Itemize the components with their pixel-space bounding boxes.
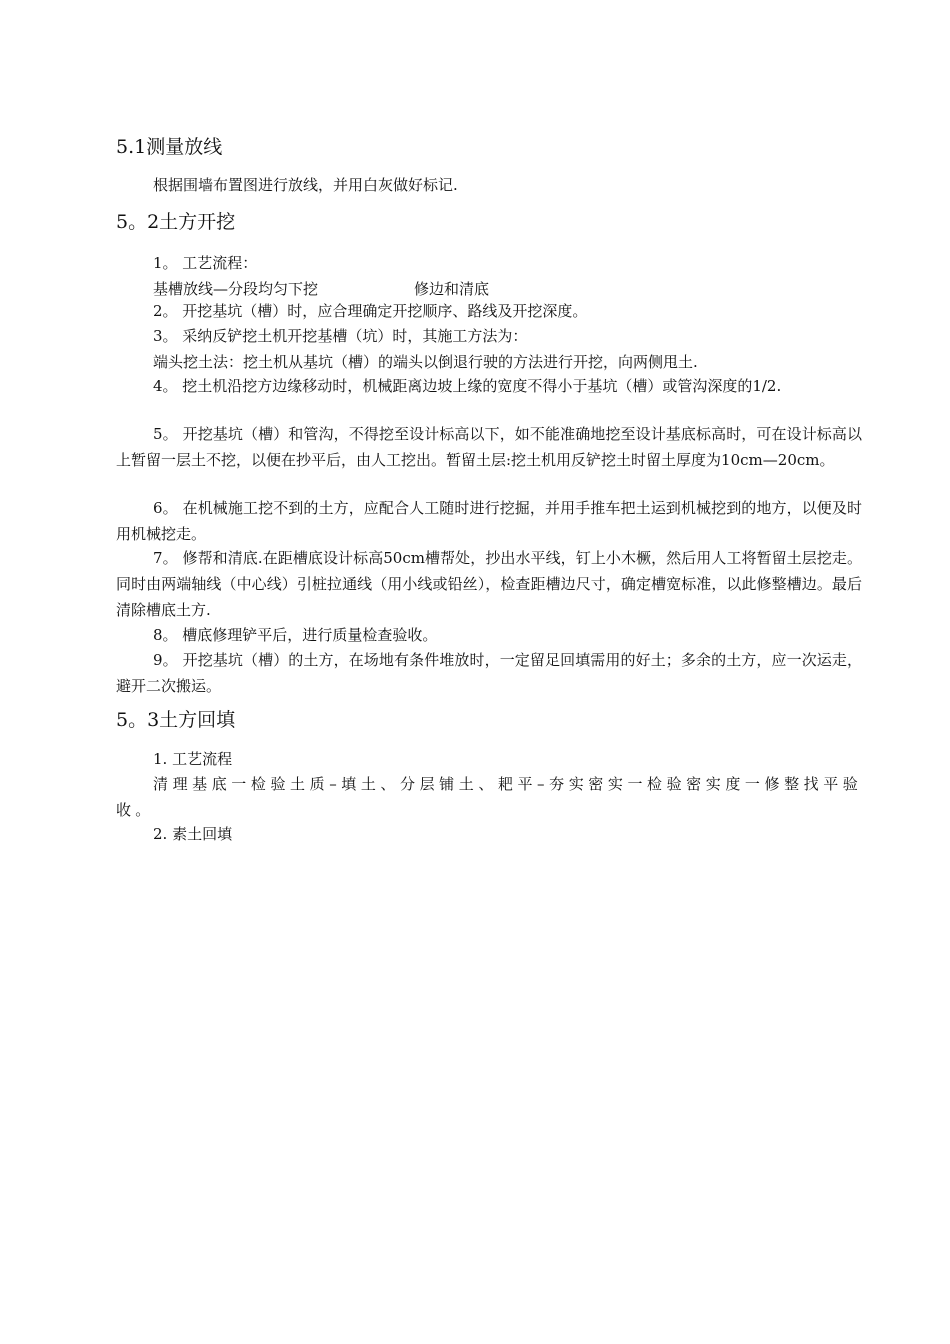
- backfill-item-1: 1. 工艺流程: [153, 750, 233, 768]
- section-heading-5-2: 5。2土方开挖: [116, 211, 236, 233]
- item-6: 6。 在机械施工挖不到的土方，应配合人工随时进行挖掘，并用手推车把土运到机械挖到的地方，以便及时用机械挖走。: [116, 499, 862, 543]
- backfill-item-2: 2. 素土回填: [153, 825, 233, 843]
- item-1-process: 1。 工艺流程：: [153, 254, 258, 272]
- item-5: 5。 开挖基坑（槽）和管沟，不得挖至设计标高以下，如不能准确地挖至设计基底标高时，可在设计标高以上暂留一层土不挖，以便在抄平后，由人工挖出。暂留土层:挖土机用反铲挖土时留土厚度为10cm—20cm。: [116, 425, 862, 469]
- item-3: 3。 采纳反铲挖土机开挖基槽（坑）时，其施工方法为：: [153, 327, 528, 345]
- item-9: 9。 开挖基坑（槽）的土方，在场地有条件堆放时，一定留足回填需用的好土；多余的土方，应一次运走，避开二次搬运。: [116, 651, 862, 695]
- item-8: 8。 槽底修理铲平后，进行质量检查验收。: [153, 626, 438, 644]
- backfill-flow: 清理基底一检验土质–填土、分层铺土、耙平–夯实密实一检验密实度一修整找平验收。: [116, 775, 862, 819]
- item-7: 7。 修帮和清底.在距槽底设计标高50cm槽帮处，抄出水平线，钉上小木橛，然后用人工将暂留土层挖走。同时由两端轴线（中心线）引桩拉通线（用小线或铅丝），检查距槽边尺寸，确定槽宽标准，以此修整槽边。最后清除槽底土方.: [116, 549, 862, 619]
- flow-left-text: 基槽放线—分段均匀下挖: [153, 280, 319, 298]
- paragraph-stakeout: 根据围墙布置图进行放线，并用白灰做好标记.: [153, 176, 458, 194]
- item-4: 4。 挖土机沿挖方边缘移动时，机械距离边坡上缘的宽度不得小于基坑（槽）或管沟深度的1/2.: [153, 377, 782, 395]
- section-heading-5-3: 5。3土方回填: [116, 709, 236, 731]
- item-2: 2。 开挖基坑（槽）时，应合理确定开挖顺序、路线及开挖深度。: [153, 302, 588, 320]
- section-heading-5-1: 5.1测量放线: [116, 136, 223, 158]
- flow-right-text: 修边和清底: [414, 280, 490, 298]
- item-3-detail: 端头挖土法：挖土机从基坑（槽）的端头以倒退行驶的方法进行开挖，向两侧甩土.: [153, 353, 698, 371]
